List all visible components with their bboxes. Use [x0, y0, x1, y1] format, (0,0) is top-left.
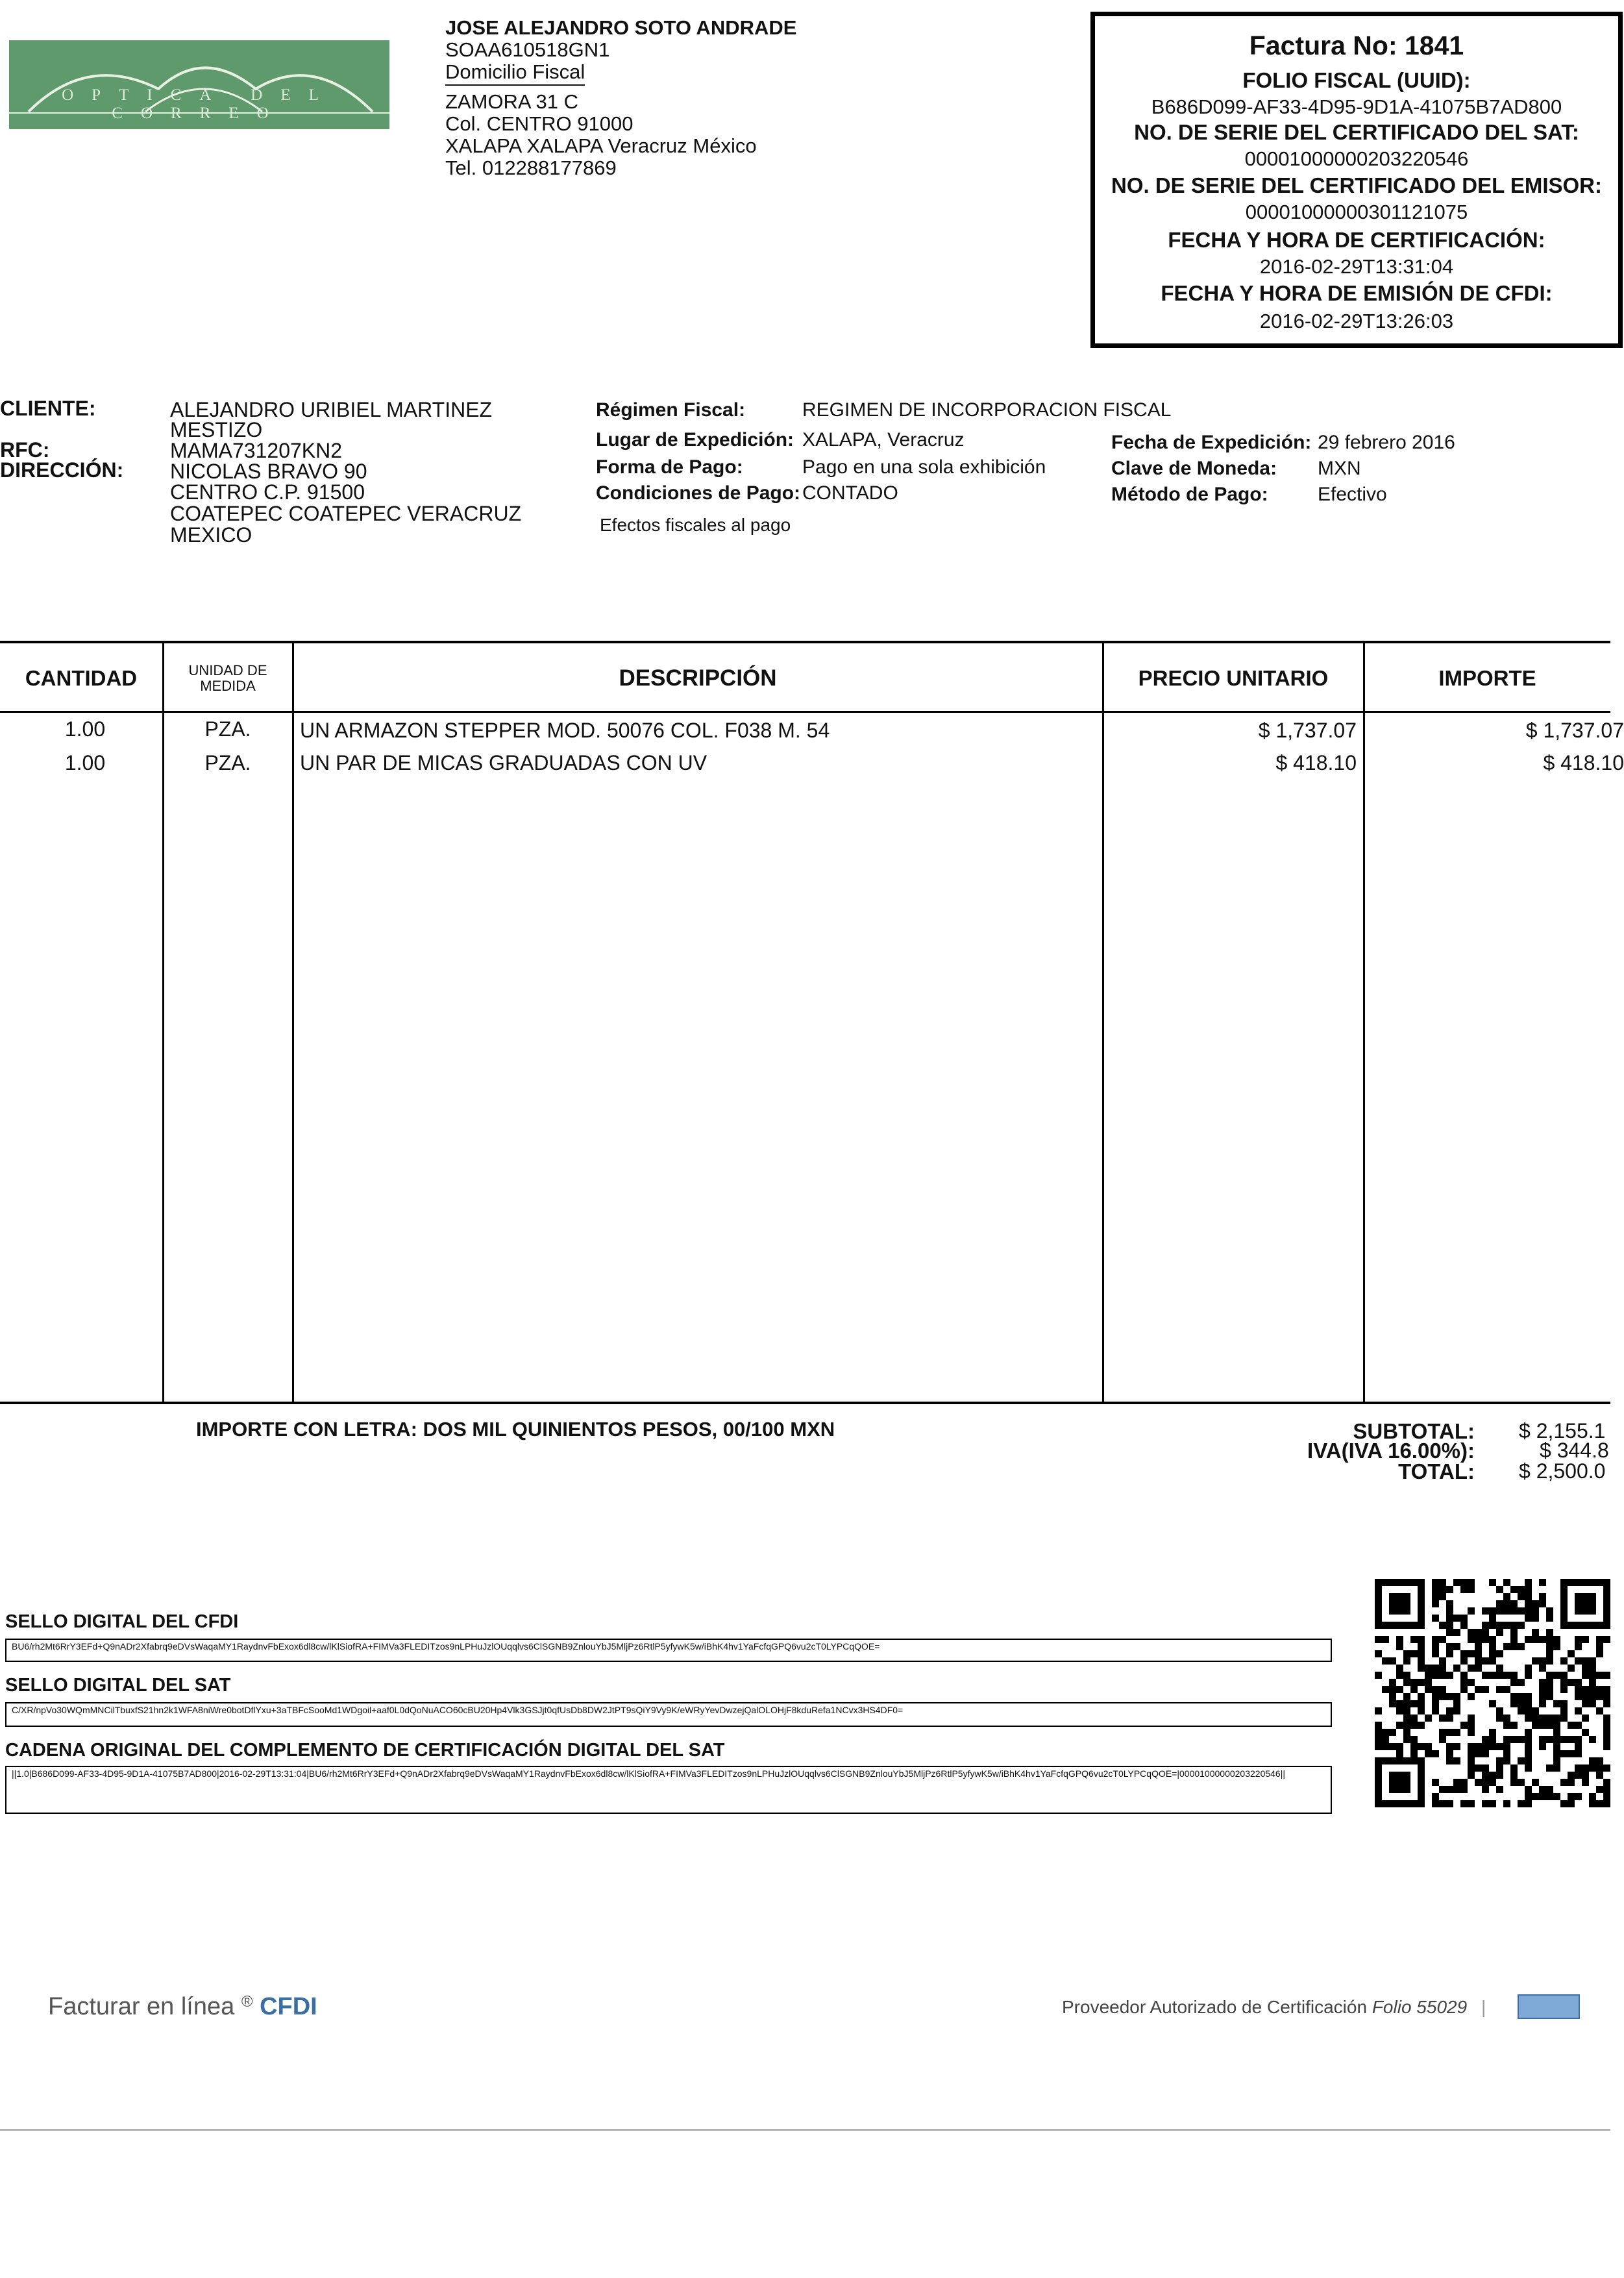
header-precio-unitario: PRECIO UNITARIO [1138, 666, 1329, 690]
footer-provider [1062, 1997, 1486, 2018]
cliente-dir-line4: MEXICO [170, 523, 252, 547]
cert-sat-value: 00001000000203220546 [1244, 147, 1469, 170]
iva-value: $ 344.8 [1540, 1439, 1609, 1462]
sello-cfdi-label: SELLO DIGITAL DEL CFDI [5, 1611, 239, 1632]
efectos-fiscales: Efectos fiscales al pago [600, 515, 791, 535]
footer-cfdi: CFDI [260, 1993, 317, 2020]
row1-importe: $ 1,737.07 [1525, 719, 1624, 742]
factura-number: Factura No: 1841 [1249, 31, 1464, 60]
metodo-value: Efectivo [1318, 484, 1387, 505]
forma-pago-value: Pago en una sola exhibición [802, 456, 1046, 478]
cliente-rfc: MAMA731207KN2 [170, 439, 343, 462]
header-unidad-line2: MEDIDA [200, 678, 256, 694]
total-label: TOTAL: [1398, 1459, 1475, 1483]
uuid-label: FOLIO FISCAL (UUID): [1242, 68, 1471, 92]
row1-unidad: PZA. [204, 717, 251, 741]
qr-code [1375, 1579, 1610, 1808]
cert-emisor-label: NO. DE SERIE DEL CERTIFICADO DEL EMISOR: [1111, 173, 1603, 197]
items-table [0, 641, 1624, 1404]
emisor-rfc: SOAA610518GN1 [445, 38, 610, 61]
logo-text: OPTICA DEL CORREO [62, 86, 337, 122]
header-unidad [164, 643, 292, 713]
company-logo [9, 40, 389, 129]
row2-importe: $ 418.10 [1543, 751, 1624, 774]
fecha-expedicion-label: Fecha de Expedición: [1111, 432, 1312, 453]
cert-sat-label: NO. DE SERIE DEL CERTIFICADO DEL SAT: [1134, 120, 1579, 144]
registered-mark: ® [241, 1993, 253, 2011]
direccion-label: DIRECCIÓN: [0, 458, 124, 482]
condiciones-label: Condiciones de Pago: [596, 482, 801, 504]
uuid-value: B686D099-AF33-4D95-9D1A-41075B7AD800 [1151, 95, 1562, 118]
header-unidad-line1: UNIDAD DE [188, 662, 267, 678]
folio-box [1090, 12, 1623, 348]
qr-finder-pattern [1560, 1579, 1610, 1629]
footer-folio: Folio 55029 [1372, 1997, 1468, 2017]
domicilio-fiscal-label: Domicilio Fiscal [445, 61, 585, 86]
qr-finder-pattern [1375, 1757, 1425, 1807]
emisor-tel: Tel. 012288177869 [445, 156, 617, 179]
fecha-expedicion-value: 29 febrero 2016 [1318, 432, 1455, 453]
cliente-dir-line1: NICOLAS BRAVO 90 [170, 460, 367, 483]
footer-separator: | [1481, 1997, 1486, 2017]
moneda-label: Clave de Moneda: [1111, 458, 1277, 479]
header-importe: IMPORTE [1438, 666, 1536, 690]
cadena-original-label: CADENA ORIGINAL DEL COMPLEMENTO DE CERTIFICACIÓN DIGITAL DEL SAT [5, 1740, 725, 1761]
row1-cantidad: 1.00 [64, 717, 106, 741]
subtotal-label: SUBTOTAL: [1353, 1419, 1475, 1443]
row2-descripcion: UN PAR DE MICAS GRADUADAS CON UV [300, 751, 707, 774]
header-cantidad: CANTIDAD [25, 666, 138, 690]
cliente-dir-line3: COATEPEC COATEPEC VERACRUZ [170, 502, 522, 525]
cadena-original-box: ||1.0|B686D099-AF33-4D95-9D1A-41075B7AD800|2016-02-29T13:31:04|BU6/rh2Mt6RrY3EFd+Q9nADr2Xfabrq9eDVsWaqaMY1RaydnvFbExox6dl8cw/lKlSiofRA+FIMVa3FLEDITzos9nLPHuJzlOUqqlvs6ClSGNB9ZnlouYbJ5MljPz6RtlP5yfywK5w/iBhK4hv1YaFcfqGPQ6vu2cT0LYPCqQOE=|00001000000203220546|| [5, 1766, 1332, 1814]
footer-provider-text: Proveedor Autorizado de Certificación [1062, 1997, 1368, 2017]
metodo-label: Método de Pago: [1111, 484, 1268, 505]
regimen-label: Régimen Fiscal: [596, 399, 746, 421]
cert-emisor-value: 00001000000301121075 [1245, 201, 1468, 223]
sello-cfdi-box: BU6/rh2Mt6RrY3EFd+Q9nADr2Xfabrq9eDVsWaqaMY1RaydnvFbExox6dl8cw/lKlSiofRA+FIMVa3FLEDITzos9nLPHuJzlOUqqlvs6ClSGNB9ZnlouYbJ5MljPz6RtlP5yfywK5w/iBhK4hv1YaFcfqGPQ6vu2cT0LYPCqQOE= [5, 1639, 1332, 1662]
cliente-name-line2: MESTIZO [170, 418, 263, 441]
sello-sat-box: C/XR/npVo30WQmMNCilTbuxfS21hn2k1WFA8niWre0botDflYxu+3aTBFcSooMd1WDgoil+aaf0L0dQoNuACO60cBU20Hp4Vlk3GSJjt0qfUsDb8DW2JtPT9sQiY9Vy9K/eWRyYevDwzejQalOLOHjF8kduRefa1NCvx3HS4DF0= [5, 1702, 1332, 1727]
rfc-label: RFC: [0, 438, 50, 462]
importe-con-letra: IMPORTE CON LETRA: DOS MIL QUINIENTOS PESOS, 00/100 MXN [196, 1418, 835, 1441]
footer-brand [48, 1993, 317, 2021]
header-descripcion: DESCRIPCIÓN [619, 665, 777, 691]
cliente-dir-line2: CENTRO C.P. 91500 [170, 480, 365, 504]
fecha-cert-value: 2016-02-29T13:31:04 [1259, 255, 1454, 278]
cliente-name-line1: ALEJANDRO URIBIEL MARTINEZ [170, 398, 493, 421]
forma-pago-label: Forma de Pago: [596, 456, 743, 478]
row2-unidad: PZA. [204, 751, 251, 774]
total-value: $ 2,500.0 [1519, 1459, 1606, 1483]
emisor-street: ZAMORA 31 C [445, 90, 578, 113]
footer-brand-text: Facturar en línea [48, 1993, 235, 2020]
regimen-value: REGIMEN DE INCORPORACION FISCAL [802, 399, 1172, 421]
row1-descripcion: UN ARMAZON STEPPER MOD. 50076 COL. F038 M. 54 [300, 719, 830, 742]
row2-precio: $ 418.10 [1275, 751, 1357, 774]
qr-finder-pattern [1375, 1579, 1425, 1629]
lugar-value: XALAPA, Veracruz [802, 429, 965, 451]
emisor-colonia: Col. CENTRO 91000 [445, 112, 634, 135]
bottom-rule [0, 2129, 1610, 2131]
cliente-label: CLIENTE: [0, 397, 96, 420]
emisor-city: XALAPA XALAPA Veracruz México [445, 134, 757, 157]
row2-cantidad: 1.00 [64, 751, 106, 774]
moneda-value: MXN [1318, 458, 1361, 479]
sat-logo-badge [1518, 1994, 1580, 2019]
lugar-label: Lugar de Expedición: [596, 429, 794, 451]
fecha-emision-label: FECHA Y HORA DE EMISIÓN DE CFDI: [1161, 281, 1553, 305]
condiciones-value: CONTADO [802, 482, 898, 504]
subtotal-value: $ 2,155.1 [1519, 1419, 1606, 1442]
row1-precio: $ 1,737.07 [1258, 719, 1357, 742]
col-divider [292, 643, 294, 1402]
fecha-emision-value: 2016-02-29T13:26:03 [1259, 310, 1454, 332]
emisor-name: JOSE ALEJANDRO SOTO ANDRADE [445, 16, 797, 39]
sello-sat-label: SELLO DIGITAL DEL SAT [5, 1675, 231, 1696]
iva-label: IVA(IVA 16.00%): [1307, 1439, 1475, 1463]
fecha-cert-label: FECHA Y HORA DE CERTIFICACIÓN: [1168, 228, 1545, 252]
qr-code-graphic [1375, 1579, 1610, 1808]
